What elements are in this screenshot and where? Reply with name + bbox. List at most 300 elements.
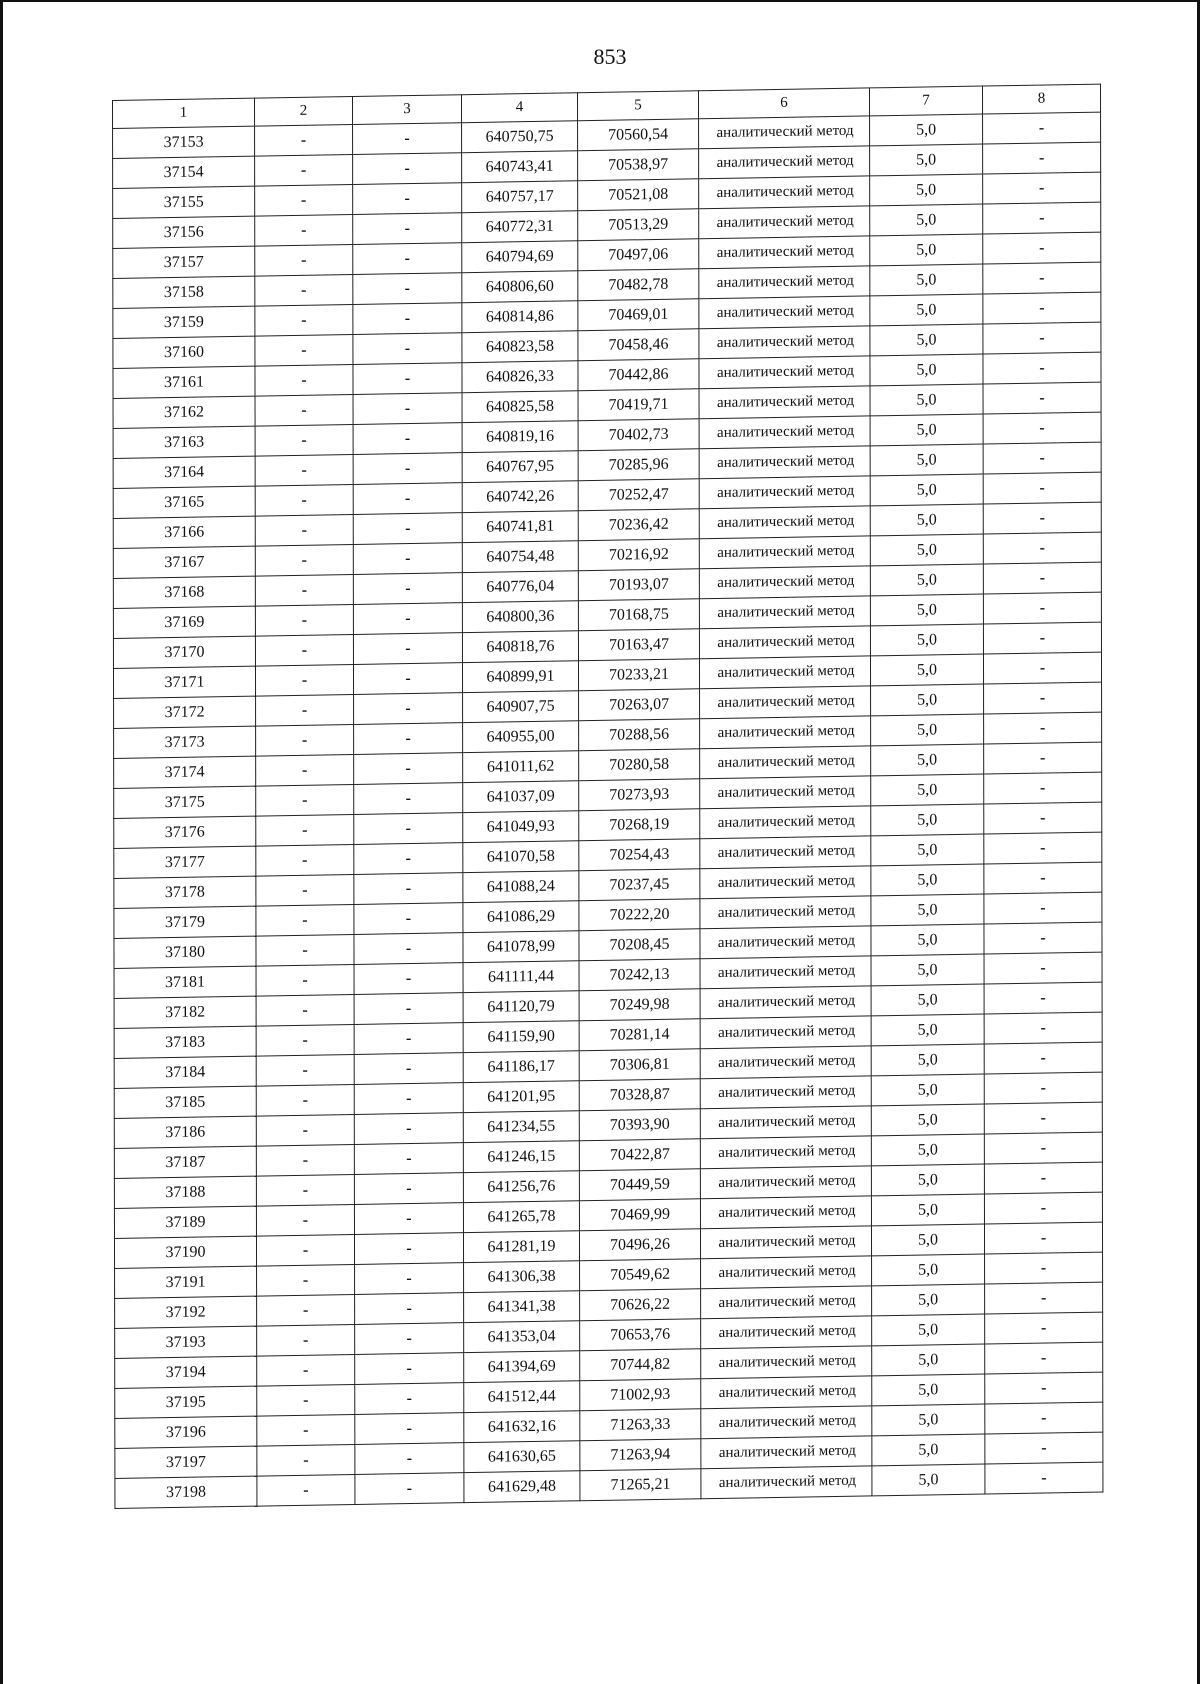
scan-border-top bbox=[0, 0, 1200, 2]
y-coordinate-cell: 70449,59 bbox=[579, 1169, 700, 1201]
x-coordinate-cell: 640776,04 bbox=[462, 571, 578, 603]
method-cell: аналитический метод bbox=[699, 506, 870, 539]
point-number-cell: 37179 bbox=[114, 906, 256, 938]
header-cell-2: 2 bbox=[255, 97, 353, 127]
point-number-cell: 37192 bbox=[115, 1296, 257, 1328]
col2-cell: - bbox=[257, 1444, 355, 1476]
accuracy-cell: 5,0 bbox=[870, 114, 983, 146]
col2-cell: - bbox=[256, 1054, 354, 1086]
x-coordinate-cell: 641049,93 bbox=[463, 811, 579, 843]
col2-cell: - bbox=[255, 515, 353, 547]
x-coordinate-cell: 641632,16 bbox=[464, 1411, 580, 1443]
col2-cell: - bbox=[257, 1324, 355, 1356]
accuracy-cell: 5,0 bbox=[872, 1344, 985, 1376]
point-number-cell: 37184 bbox=[114, 1056, 256, 1088]
x-coordinate-cell: 641306,38 bbox=[464, 1261, 580, 1293]
col3-cell: - bbox=[353, 213, 462, 245]
col2-cell: - bbox=[255, 634, 353, 666]
coordinates-table-container bbox=[112, 84, 1102, 1509]
method-cell: аналитический метод bbox=[699, 416, 870, 449]
col8-cell: - bbox=[984, 1072, 1102, 1104]
point-number-cell: 37158 bbox=[113, 276, 255, 308]
col2-cell: - bbox=[255, 245, 353, 277]
col2-cell: - bbox=[257, 1384, 355, 1416]
x-coordinate-cell: 640742,26 bbox=[462, 481, 578, 513]
col8-cell: - bbox=[983, 202, 1101, 234]
col2-cell: - bbox=[256, 724, 354, 756]
col8-cell: - bbox=[985, 1252, 1103, 1284]
method-cell: аналитический метод bbox=[701, 1316, 872, 1349]
col3-cell: - bbox=[354, 1173, 463, 1205]
col8-cell: - bbox=[983, 562, 1101, 594]
col3-cell: - bbox=[354, 903, 463, 935]
col2-cell: - bbox=[256, 814, 354, 846]
method-cell: аналитический метод bbox=[699, 176, 870, 209]
col2-cell: - bbox=[257, 1354, 355, 1386]
point-number-cell: 37172 bbox=[114, 696, 256, 728]
x-coordinate-cell: 641630,65 bbox=[464, 1441, 580, 1473]
accuracy-cell: 5,0 bbox=[870, 144, 983, 176]
x-coordinate-cell: 641629,48 bbox=[464, 1471, 580, 1503]
col3-cell: - bbox=[353, 543, 462, 575]
x-coordinate-cell: 641353,04 bbox=[464, 1321, 580, 1353]
point-number-cell: 37173 bbox=[114, 726, 256, 758]
col8-cell: - bbox=[983, 622, 1101, 654]
x-coordinate-cell: 640955,00 bbox=[463, 721, 579, 753]
col3-cell: - bbox=[354, 693, 463, 725]
col8-cell: - bbox=[983, 232, 1101, 264]
y-coordinate-cell: 70402,73 bbox=[578, 419, 699, 451]
y-coordinate-cell: 70193,07 bbox=[578, 569, 699, 601]
point-number-cell: 37168 bbox=[113, 576, 255, 608]
col8-cell: - bbox=[985, 1282, 1103, 1314]
col8-cell: - bbox=[983, 172, 1101, 204]
col3-cell: - bbox=[353, 153, 462, 185]
coordinates-table bbox=[112, 84, 1103, 1509]
col3-cell: - bbox=[354, 723, 463, 755]
col8-cell: - bbox=[985, 1312, 1103, 1344]
col3-cell: - bbox=[354, 1053, 463, 1085]
col3-cell: - bbox=[353, 573, 462, 605]
method-cell: аналитический метод bbox=[699, 626, 870, 659]
x-coordinate-cell: 641394,69 bbox=[464, 1351, 580, 1383]
point-number-cell: 37177 bbox=[114, 846, 256, 878]
y-coordinate-cell: 70252,47 bbox=[578, 479, 699, 511]
y-coordinate-cell: 70328,87 bbox=[579, 1079, 700, 1111]
col3-cell: - bbox=[354, 1233, 463, 1265]
col8-cell: - bbox=[984, 712, 1102, 744]
point-number-cell: 37185 bbox=[114, 1086, 256, 1118]
col3-cell: - bbox=[353, 273, 462, 305]
y-coordinate-cell: 70281,14 bbox=[579, 1019, 700, 1051]
header-cell-4: 4 bbox=[462, 93, 578, 123]
col3-cell: - bbox=[353, 663, 462, 695]
accuracy-cell: 5,0 bbox=[871, 924, 984, 956]
col2-cell: - bbox=[255, 425, 353, 457]
col8-cell: - bbox=[984, 1192, 1102, 1224]
y-coordinate-cell: 70280,58 bbox=[579, 749, 700, 781]
point-number-cell: 37175 bbox=[114, 786, 256, 818]
method-cell: аналитический метод bbox=[700, 686, 871, 719]
col3-cell: - bbox=[355, 1293, 464, 1325]
accuracy-cell: 5,0 bbox=[871, 1224, 984, 1256]
x-coordinate-cell: 640767,95 bbox=[462, 451, 578, 483]
method-cell: аналитический метод bbox=[701, 1466, 872, 1499]
col8-cell: - bbox=[983, 322, 1101, 354]
col3-cell: - bbox=[354, 1023, 463, 1055]
accuracy-cell: 5,0 bbox=[870, 504, 983, 536]
y-coordinate-cell: 70422,87 bbox=[579, 1139, 700, 1171]
point-number-cell: 37186 bbox=[114, 1116, 256, 1148]
point-number-cell: 37196 bbox=[115, 1416, 257, 1448]
col2-cell: - bbox=[255, 574, 353, 606]
accuracy-cell: 5,0 bbox=[870, 264, 983, 296]
point-number-cell: 37189 bbox=[114, 1206, 256, 1238]
header-cell-6: 6 bbox=[699, 88, 870, 119]
col3-cell: - bbox=[354, 783, 463, 815]
col2-cell: - bbox=[255, 395, 353, 427]
col2-cell: - bbox=[257, 1264, 355, 1296]
col3-cell: - bbox=[354, 1143, 463, 1175]
y-coordinate-cell: 70549,62 bbox=[580, 1259, 701, 1291]
x-coordinate-cell: 641201,95 bbox=[463, 1081, 579, 1113]
col3-cell: - bbox=[353, 393, 462, 425]
method-cell: аналитический метод bbox=[700, 1196, 871, 1229]
accuracy-cell: 5,0 bbox=[870, 294, 983, 326]
method-cell: аналитический метод bbox=[700, 1166, 871, 1199]
col2-cell: - bbox=[256, 1144, 354, 1176]
accuracy-cell: 5,0 bbox=[871, 804, 984, 836]
accuracy-cell: 5,0 bbox=[872, 1374, 985, 1406]
col3-cell: - bbox=[354, 813, 463, 845]
point-number-cell: 37156 bbox=[113, 216, 255, 248]
y-coordinate-cell: 70268,19 bbox=[579, 809, 700, 841]
col3-cell: - bbox=[353, 513, 462, 545]
col2-cell: - bbox=[256, 964, 354, 996]
accuracy-cell: 5,0 bbox=[871, 1074, 984, 1106]
point-number-cell: 37194 bbox=[115, 1356, 257, 1388]
col8-cell: - bbox=[984, 1222, 1102, 1254]
x-coordinate-cell: 640819,16 bbox=[462, 421, 578, 453]
col8-cell: - bbox=[983, 442, 1101, 474]
method-cell: аналитический метод bbox=[700, 1076, 871, 1109]
x-coordinate-cell: 641159,90 bbox=[463, 1021, 579, 1053]
method-cell: аналитический метод bbox=[701, 1286, 872, 1319]
point-number-cell: 37176 bbox=[114, 816, 256, 848]
accuracy-cell: 5,0 bbox=[871, 864, 984, 896]
col2-cell: - bbox=[256, 784, 354, 816]
col2-cell: - bbox=[256, 994, 354, 1026]
method-cell: аналитический метод bbox=[700, 776, 871, 809]
col3-cell: - bbox=[354, 1113, 463, 1145]
y-coordinate-cell: 70469,01 bbox=[578, 299, 699, 331]
table-body bbox=[113, 112, 1103, 1508]
col3-cell: - bbox=[355, 1473, 464, 1505]
method-cell: аналитический метод bbox=[699, 386, 870, 419]
col3-cell: - bbox=[353, 633, 462, 665]
y-coordinate-cell: 70233,21 bbox=[578, 659, 699, 691]
col2-cell: - bbox=[255, 125, 353, 157]
y-coordinate-cell: 70237,45 bbox=[579, 869, 700, 901]
y-coordinate-cell: 70208,45 bbox=[579, 929, 700, 961]
col8-cell: - bbox=[983, 532, 1101, 564]
col8-cell: - bbox=[983, 592, 1101, 624]
y-coordinate-cell: 70168,75 bbox=[578, 599, 699, 631]
col2-cell: - bbox=[256, 1024, 354, 1056]
accuracy-cell: 5,0 bbox=[870, 654, 983, 686]
x-coordinate-cell: 641246,15 bbox=[463, 1141, 579, 1173]
y-coordinate-cell: 70242,13 bbox=[579, 959, 700, 991]
x-coordinate-cell: 641341,38 bbox=[464, 1291, 580, 1323]
y-coordinate-cell: 70482,78 bbox=[578, 269, 699, 301]
y-coordinate-cell: 71263,94 bbox=[580, 1439, 701, 1471]
accuracy-cell: 5,0 bbox=[871, 1044, 984, 1076]
col8-cell: - bbox=[985, 1342, 1103, 1374]
x-coordinate-cell: 641037,09 bbox=[463, 781, 579, 813]
point-number-cell: 37191 bbox=[115, 1266, 257, 1298]
col3-cell: - bbox=[353, 423, 462, 455]
point-number-cell: 37182 bbox=[114, 996, 256, 1028]
y-coordinate-cell: 70254,43 bbox=[579, 839, 700, 871]
x-coordinate-cell: 641512,44 bbox=[464, 1381, 580, 1413]
x-coordinate-cell: 641256,76 bbox=[463, 1171, 579, 1203]
col8-cell: - bbox=[984, 1132, 1102, 1164]
method-cell: аналитический метод bbox=[699, 596, 870, 629]
accuracy-cell: 5,0 bbox=[870, 414, 983, 446]
point-number-cell: 37195 bbox=[115, 1386, 257, 1418]
x-coordinate-cell: 641111,44 bbox=[463, 961, 579, 993]
x-coordinate-cell: 641120,79 bbox=[463, 991, 579, 1023]
col3-cell: - bbox=[354, 843, 463, 875]
col2-cell: - bbox=[255, 305, 353, 337]
x-coordinate-cell: 640772,31 bbox=[462, 211, 578, 243]
point-number-cell: 37163 bbox=[113, 426, 255, 458]
col2-cell: - bbox=[255, 185, 353, 217]
method-cell: аналитический метод bbox=[700, 1046, 871, 1079]
y-coordinate-cell: 70744,82 bbox=[580, 1349, 701, 1381]
col2-cell: - bbox=[257, 1414, 355, 1446]
col3-cell: - bbox=[353, 363, 462, 395]
col3-cell: - bbox=[354, 933, 463, 965]
point-number-cell: 37180 bbox=[114, 936, 256, 968]
col3-cell: - bbox=[355, 1383, 464, 1415]
y-coordinate-cell: 70458,46 bbox=[578, 329, 699, 361]
x-coordinate-cell: 640826,33 bbox=[462, 361, 578, 393]
point-number-cell: 37171 bbox=[113, 666, 255, 698]
col3-cell: - bbox=[353, 603, 462, 635]
y-coordinate-cell: 70521,08 bbox=[578, 179, 699, 211]
col2-cell: - bbox=[255, 155, 353, 187]
method-cell: аналитический метод bbox=[699, 116, 870, 149]
y-coordinate-cell: 70216,92 bbox=[578, 539, 699, 571]
x-coordinate-cell: 641088,24 bbox=[463, 871, 579, 903]
col8-cell: - bbox=[984, 832, 1102, 864]
accuracy-cell: 5,0 bbox=[870, 234, 983, 266]
method-cell: аналитический метод bbox=[700, 986, 871, 1019]
col8-cell: - bbox=[983, 112, 1101, 144]
col8-cell: - bbox=[985, 1432, 1103, 1464]
accuracy-cell: 5,0 bbox=[870, 204, 983, 236]
point-number-cell: 37181 bbox=[114, 966, 256, 998]
point-number-cell: 37160 bbox=[113, 336, 255, 368]
col8-cell: - bbox=[983, 352, 1101, 384]
y-coordinate-cell: 70393,90 bbox=[579, 1109, 700, 1141]
method-cell: аналитический метод bbox=[699, 326, 870, 359]
method-cell: аналитический метод bbox=[699, 476, 870, 509]
col3-cell: - bbox=[355, 1413, 464, 1445]
method-cell: аналитический метод bbox=[699, 656, 870, 689]
point-number-cell: 37174 bbox=[114, 756, 256, 788]
accuracy-cell: 5,0 bbox=[870, 624, 983, 656]
y-coordinate-cell: 70538,97 bbox=[578, 149, 699, 181]
y-coordinate-cell: 70469,99 bbox=[579, 1199, 700, 1231]
x-coordinate-cell: 640743,41 bbox=[462, 151, 578, 183]
accuracy-cell: 5,0 bbox=[872, 1254, 985, 1286]
col8-cell: - bbox=[984, 952, 1102, 984]
col3-cell: - bbox=[355, 1323, 464, 1355]
col8-cell: - bbox=[984, 1162, 1102, 1194]
col8-cell: - bbox=[984, 1042, 1102, 1074]
point-number-cell: 37164 bbox=[113, 456, 255, 488]
point-number-cell: 37183 bbox=[114, 1026, 256, 1058]
col3-cell: - bbox=[354, 963, 463, 995]
method-cell: аналитический метод bbox=[699, 356, 870, 389]
method-cell: аналитический метод bbox=[701, 1256, 872, 1289]
method-cell: аналитический метод bbox=[700, 746, 871, 779]
accuracy-cell: 5,0 bbox=[871, 1194, 984, 1226]
col8-cell: - bbox=[983, 382, 1101, 414]
method-cell: аналитический метод bbox=[700, 716, 871, 749]
method-cell: аналитический метод bbox=[700, 1106, 871, 1139]
col2-cell: - bbox=[255, 604, 353, 636]
col8-cell: - bbox=[983, 472, 1101, 504]
col3-cell: - bbox=[354, 1083, 463, 1115]
col3-cell: - bbox=[353, 333, 462, 365]
accuracy-cell: 5,0 bbox=[870, 564, 983, 596]
point-number-cell: 37166 bbox=[113, 516, 255, 548]
point-number-cell: 37162 bbox=[113, 396, 255, 428]
y-coordinate-cell: 71265,21 bbox=[580, 1469, 701, 1501]
method-cell: аналитический метод bbox=[699, 236, 870, 269]
col3-cell: - bbox=[353, 303, 462, 335]
col2-cell: - bbox=[255, 664, 353, 696]
point-number-cell: 37188 bbox=[114, 1176, 256, 1208]
col3-cell: - bbox=[355, 1443, 464, 1475]
method-cell: аналитический метод bbox=[700, 1136, 871, 1169]
point-number-cell: 37159 bbox=[113, 306, 255, 338]
scan-border-left bbox=[0, 0, 3, 1684]
method-cell: аналитический метод bbox=[699, 296, 870, 329]
header-cell-1: 1 bbox=[113, 98, 255, 128]
accuracy-cell: 5,0 bbox=[871, 1014, 984, 1046]
col2-cell: - bbox=[257, 1474, 355, 1506]
y-coordinate-cell: 70497,06 bbox=[578, 239, 699, 271]
col3-cell: - bbox=[353, 483, 462, 515]
col2-cell: - bbox=[256, 874, 354, 906]
x-coordinate-cell: 640800,36 bbox=[462, 601, 578, 633]
col8-cell: - bbox=[984, 1012, 1102, 1044]
y-coordinate-cell: 70236,42 bbox=[578, 509, 699, 541]
method-cell: аналитический метод bbox=[699, 146, 870, 179]
col3-cell: - bbox=[354, 753, 463, 785]
col8-cell: - bbox=[983, 142, 1101, 174]
method-cell: аналитический метод bbox=[699, 206, 870, 239]
x-coordinate-cell: 640907,75 bbox=[463, 691, 579, 723]
accuracy-cell: 5,0 bbox=[870, 534, 983, 566]
point-number-cell: 37193 bbox=[115, 1326, 257, 1358]
method-cell: аналитический метод bbox=[700, 806, 871, 839]
col3-cell: - bbox=[354, 993, 463, 1025]
col3-cell: - bbox=[353, 243, 462, 275]
col2-cell: - bbox=[256, 1204, 354, 1236]
col3-cell: - bbox=[355, 1353, 464, 1385]
accuracy-cell: 5,0 bbox=[870, 174, 983, 206]
y-coordinate-cell: 70222,20 bbox=[579, 899, 700, 931]
col2-cell: - bbox=[256, 1114, 354, 1146]
accuracy-cell: 5,0 bbox=[871, 984, 984, 1016]
method-cell: аналитический метод bbox=[700, 866, 871, 899]
accuracy-cell: 5,0 bbox=[871, 894, 984, 926]
y-coordinate-cell: 70288,56 bbox=[579, 719, 700, 751]
col2-cell: - bbox=[256, 844, 354, 876]
point-number-cell: 37167 bbox=[113, 546, 255, 578]
accuracy-cell: 5,0 bbox=[870, 324, 983, 356]
x-coordinate-cell: 640818,76 bbox=[462, 631, 578, 663]
accuracy-cell: 5,0 bbox=[871, 684, 984, 716]
col3-cell: - bbox=[355, 1263, 464, 1295]
accuracy-cell: 5,0 bbox=[872, 1404, 985, 1436]
header-cell-8: 8 bbox=[982, 84, 1100, 114]
accuracy-cell: 5,0 bbox=[871, 774, 984, 806]
col2-cell: - bbox=[255, 544, 353, 576]
col2-cell: - bbox=[255, 275, 353, 307]
accuracy-cell: 5,0 bbox=[872, 1284, 985, 1316]
method-cell: аналитический метод bbox=[700, 1016, 871, 1049]
point-number-cell: 37187 bbox=[114, 1146, 256, 1178]
accuracy-cell: 5,0 bbox=[870, 354, 983, 386]
col3-cell: - bbox=[354, 873, 463, 905]
point-number-cell: 37178 bbox=[114, 876, 256, 908]
col2-cell: - bbox=[255, 455, 353, 487]
page-number: 853 bbox=[593, 44, 627, 69]
x-coordinate-cell: 640899,91 bbox=[462, 661, 578, 693]
accuracy-cell: 5,0 bbox=[871, 744, 984, 776]
y-coordinate-cell: 70653,76 bbox=[580, 1319, 701, 1351]
x-coordinate-cell: 640754,48 bbox=[462, 541, 578, 573]
col3-cell: - bbox=[353, 453, 462, 485]
point-number-cell: 37157 bbox=[113, 246, 255, 278]
col3-cell: - bbox=[353, 183, 462, 215]
col2-cell: - bbox=[255, 335, 353, 367]
col8-cell: - bbox=[984, 982, 1102, 1014]
y-coordinate-cell: 70496,26 bbox=[579, 1229, 700, 1261]
x-coordinate-cell: 640750,75 bbox=[462, 121, 578, 153]
col2-cell: - bbox=[255, 215, 353, 247]
x-coordinate-cell: 641011,62 bbox=[463, 751, 579, 783]
x-coordinate-cell: 641070,58 bbox=[463, 841, 579, 873]
col8-cell: - bbox=[984, 892, 1102, 924]
method-cell: аналитический метод bbox=[700, 1226, 871, 1259]
x-coordinate-cell: 640806,60 bbox=[462, 271, 578, 303]
x-coordinate-cell: 640814,86 bbox=[462, 301, 578, 333]
method-cell: аналитический метод bbox=[699, 266, 870, 299]
method-cell: аналитический метод bbox=[701, 1376, 872, 1409]
header-cell-3: 3 bbox=[353, 95, 462, 125]
col2-cell: - bbox=[256, 754, 354, 786]
header-cell-7: 7 bbox=[869, 86, 982, 116]
col2-cell: - bbox=[256, 1174, 354, 1206]
accuracy-cell: 5,0 bbox=[871, 834, 984, 866]
